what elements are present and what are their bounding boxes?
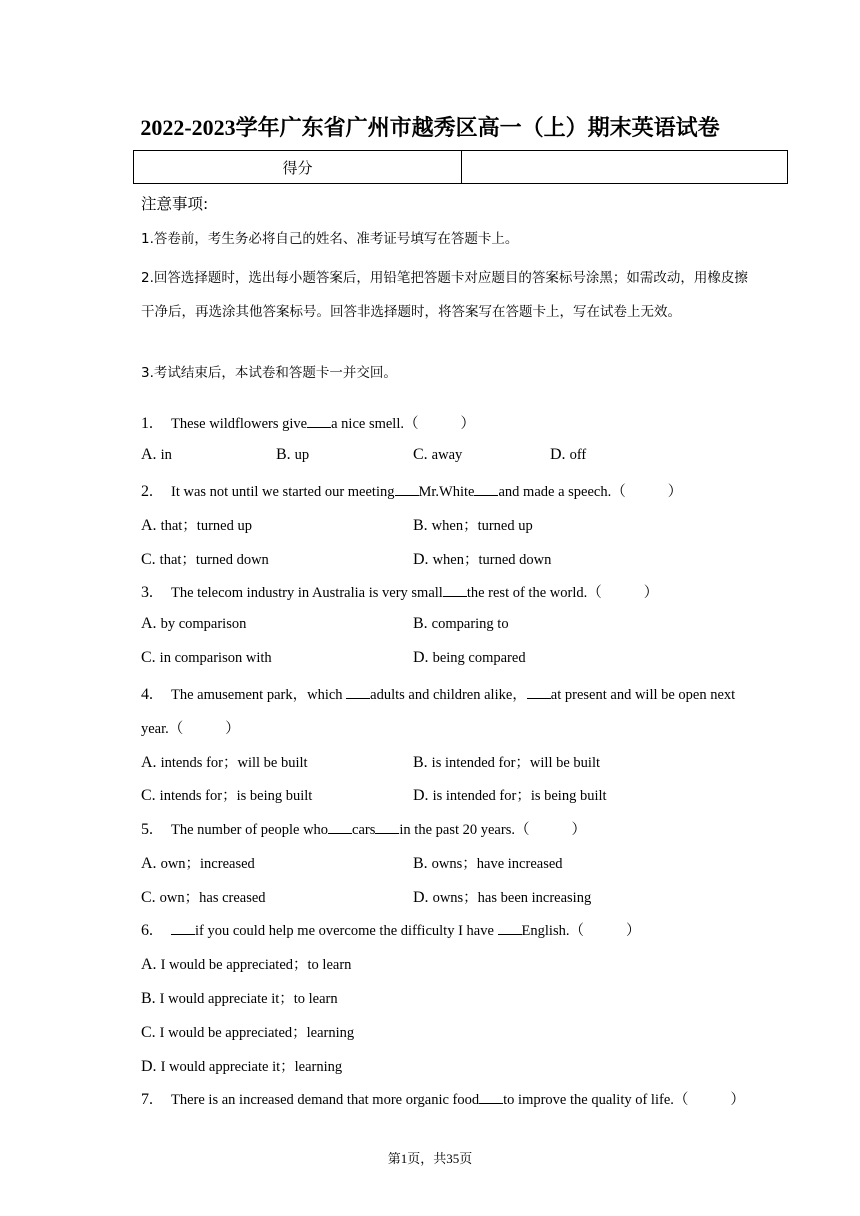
option-text: up bbox=[294, 447, 310, 463]
answer-option[interactable] bbox=[550, 446, 586, 464]
notice-item-1: 1.答卷前，考生务必将自己的姓名、准考证号填写在答题卡上。 bbox=[141, 231, 519, 247]
answer-option[interactable] bbox=[141, 784, 312, 805]
question-text: year.（ bbox=[141, 721, 184, 737]
answer-option[interactable] bbox=[141, 514, 252, 535]
answer-option[interactable] bbox=[141, 615, 246, 633]
option-letter: B. bbox=[413, 615, 428, 632]
question-text: if you could help me overcome the difficulty I have bbox=[195, 923, 498, 939]
option-letter: B. bbox=[413, 855, 428, 872]
score-label: 得分 bbox=[134, 151, 462, 184]
blank-line bbox=[171, 922, 195, 935]
question-number: 3. bbox=[141, 584, 153, 601]
option-letter: A. bbox=[141, 855, 157, 872]
question-text: The number of people who bbox=[171, 822, 329, 838]
notice-item-3: 3.考试结束后，本试卷和答题卡一并交回。 bbox=[141, 365, 397, 381]
question-text: ） bbox=[730, 1092, 745, 1108]
question-text: The telecom industry in Australia is very small bbox=[171, 585, 443, 601]
option-letter: A. bbox=[141, 446, 157, 463]
question-stem bbox=[141, 412, 475, 433]
page-footer: 第1页，共35页 bbox=[387, 1151, 473, 1166]
option-text: when；turned up bbox=[431, 518, 533, 534]
answer-option[interactable] bbox=[141, 886, 266, 907]
answer-option[interactable] bbox=[413, 514, 533, 535]
question-text: ） bbox=[625, 923, 641, 939]
answer-option[interactable] bbox=[141, 1021, 354, 1042]
answer-option[interactable] bbox=[141, 446, 172, 464]
question-text: ） bbox=[460, 416, 475, 432]
answer-option[interactable] bbox=[413, 886, 591, 907]
blank-line bbox=[375, 821, 399, 834]
answer-option[interactable] bbox=[141, 852, 255, 873]
blank-line bbox=[479, 1091, 503, 1104]
page-title: 2022-2023学年广东省广州市越秀区高一（上）期末英语试卷 bbox=[140, 115, 720, 140]
blank-line bbox=[498, 922, 522, 935]
option-text: that；turned up bbox=[160, 518, 252, 534]
option-letter: C. bbox=[141, 649, 156, 666]
option-text: in comparison with bbox=[159, 650, 272, 666]
option-letter: D. bbox=[141, 1058, 157, 1075]
question-text: Mr.White bbox=[418, 484, 475, 500]
blank-line bbox=[527, 686, 551, 699]
question-number: 5. bbox=[141, 821, 153, 838]
option-letter: C. bbox=[141, 889, 156, 906]
option-letter: D. bbox=[413, 551, 429, 568]
question-text: These wildflowers give bbox=[171, 416, 308, 432]
question-text: in the past 20 years.（ bbox=[399, 822, 530, 838]
question-text: at present and will be open next bbox=[550, 687, 736, 703]
question-number: 4. bbox=[141, 686, 153, 703]
option-text: I would be appreciated；learning bbox=[159, 1025, 355, 1041]
option-text: own；has creased bbox=[159, 890, 266, 906]
question-text: It was not until we started our meeting bbox=[171, 484, 395, 500]
option-text: owns；have increased bbox=[431, 856, 563, 872]
question-number: 2. bbox=[141, 483, 153, 500]
answer-option[interactable] bbox=[413, 649, 526, 667]
option-text: by comparison bbox=[160, 616, 247, 632]
blank-line bbox=[474, 483, 498, 496]
option-text: away bbox=[431, 447, 463, 463]
option-text: intends for；is being built bbox=[159, 788, 313, 804]
question-stem bbox=[141, 581, 658, 602]
question-text: The amusement park，which bbox=[171, 687, 347, 703]
question-stem bbox=[141, 1088, 745, 1109]
question-text: ） bbox=[225, 721, 240, 737]
question-stem bbox=[141, 480, 682, 501]
notice-heading: 注意事项: bbox=[141, 195, 209, 213]
answer-option[interactable] bbox=[413, 548, 551, 569]
option-letter: D. bbox=[413, 889, 429, 906]
option-letter: C. bbox=[141, 551, 156, 568]
blank-line bbox=[346, 686, 370, 699]
question-number: 6. bbox=[141, 922, 153, 939]
option-letter: B. bbox=[276, 446, 291, 463]
option-text: being compared bbox=[432, 650, 526, 666]
blank-line bbox=[443, 584, 467, 597]
option-letter: D. bbox=[413, 787, 429, 804]
option-text: I would appreciate it；learning bbox=[160, 1059, 343, 1075]
option-letter: B. bbox=[141, 990, 156, 1007]
question-stem bbox=[141, 683, 735, 704]
option-text: own；increased bbox=[160, 856, 255, 872]
question-text: and made a speech.（ bbox=[498, 484, 626, 500]
option-letter: B. bbox=[413, 517, 428, 534]
question-text: cars bbox=[352, 822, 376, 838]
score-value bbox=[462, 151, 788, 184]
question-text: English.（ bbox=[521, 923, 584, 939]
option-letter: D. bbox=[550, 446, 566, 463]
question-stem bbox=[141, 818, 586, 839]
option-letter: A. bbox=[141, 956, 157, 973]
option-text: in bbox=[160, 447, 172, 463]
option-text: I would be appreciated；to learn bbox=[160, 957, 352, 973]
option-letter: A. bbox=[141, 517, 157, 534]
option-letter: C. bbox=[413, 446, 428, 463]
notice-item-2: 2.回答选择题时，选出每小题答案后，用铅笔把答题卡对应题目的答案标号涂黑；如需改动，用橡皮擦干净后，再选涂其他答案标号。回答非选择题时，将答案写在答题卡上，写在试卷上无效。 bbox=[141, 270, 748, 320]
blank-line bbox=[307, 415, 331, 428]
option-text: intends for；will be built bbox=[160, 755, 308, 771]
answer-option[interactable] bbox=[141, 751, 308, 772]
answer-option[interactable] bbox=[413, 615, 509, 633]
blank-line bbox=[395, 483, 419, 496]
question-text: adults and children alike， bbox=[370, 687, 527, 703]
answer-option[interactable] bbox=[413, 751, 600, 772]
question-number: 7. bbox=[141, 1091, 153, 1108]
question-text: ） bbox=[643, 585, 659, 601]
option-letter: C. bbox=[141, 787, 156, 804]
question-number: 1. bbox=[141, 415, 153, 432]
question-text: There is an increased demand that more organic food bbox=[171, 1092, 480, 1108]
option-letter: A. bbox=[141, 615, 157, 632]
answer-option[interactable] bbox=[276, 446, 309, 464]
blank-line bbox=[328, 821, 352, 834]
question-text: ） bbox=[571, 822, 586, 838]
question-text: a nice smell.（ bbox=[331, 416, 419, 432]
question-stem bbox=[141, 919, 640, 940]
answer-option[interactable] bbox=[141, 649, 272, 667]
answer-option[interactable] bbox=[413, 446, 462, 464]
question-text: ） bbox=[667, 484, 683, 500]
option-letter: B. bbox=[413, 754, 428, 771]
option-text: off bbox=[569, 447, 587, 463]
option-letter: A. bbox=[141, 754, 157, 771]
option-text: I would appreciate it；to learn bbox=[159, 991, 338, 1007]
answer-option[interactable] bbox=[141, 953, 351, 974]
answer-option[interactable] bbox=[413, 784, 607, 805]
answer-option[interactable] bbox=[141, 548, 269, 569]
answer-option[interactable] bbox=[141, 987, 338, 1008]
option-text: comparing to bbox=[431, 616, 509, 632]
question-stem-continued bbox=[141, 717, 240, 738]
option-text: that；turned down bbox=[159, 552, 269, 568]
option-text: is intended for；is being built bbox=[432, 788, 607, 804]
option-text: when；turned down bbox=[432, 552, 552, 568]
question-text: to improve the quality of life.（ bbox=[503, 1092, 689, 1108]
answer-option[interactable] bbox=[413, 852, 563, 873]
option-letter: D. bbox=[413, 649, 429, 666]
option-text: owns；has been increasing bbox=[432, 890, 592, 906]
option-letter: C. bbox=[141, 1024, 156, 1041]
answer-option[interactable] bbox=[141, 1055, 342, 1076]
question-text: the rest of the world.（ bbox=[466, 585, 602, 601]
option-text: is intended for；will be built bbox=[431, 755, 601, 771]
score-table bbox=[133, 150, 788, 184]
